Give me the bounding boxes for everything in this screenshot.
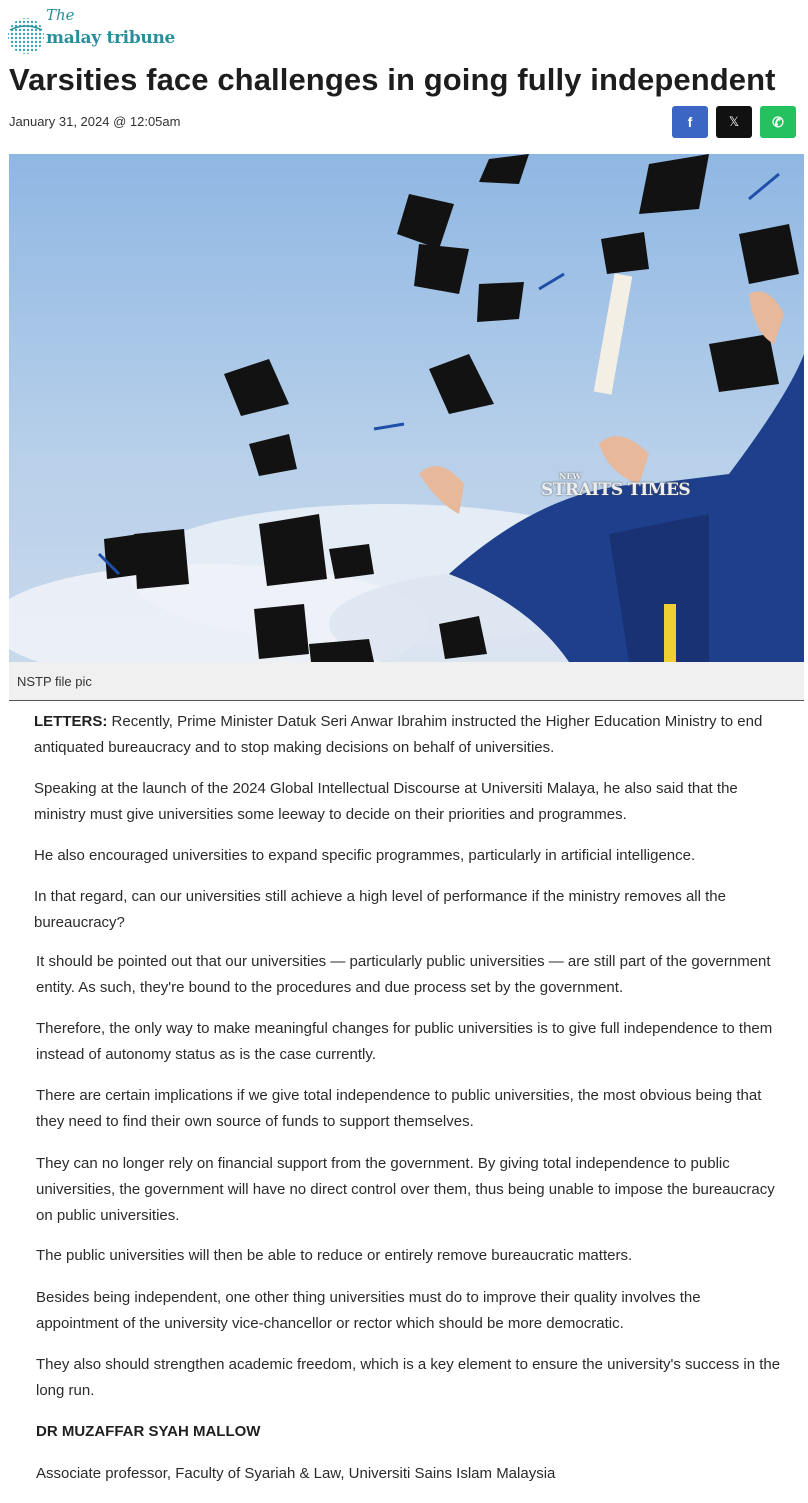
image-caption-bar (9, 662, 804, 701)
facebook-icon: f (687, 114, 693, 130)
article-paragraph (34, 709, 782, 761)
author-title: Associate professor, Faculty of Syariah & Law, Universiti Sains Islam Malaysia (36, 1465, 556, 1482)
article-title: Varsities face challenges in going fully independent (9, 62, 776, 97)
site-header (0, 0, 808, 60)
facebook-share-button[interactable] (672, 106, 708, 138)
watermark (541, 472, 690, 500)
article-paragraph: Besides being independent, one other thing universities must do to improve their quality involves the appointment of the university vice-chancellor or rector which should be more democratic. (36, 1289, 701, 1332)
image-caption: NSTP file pic (17, 674, 92, 689)
logo-name[interactable]: malay tribune (46, 28, 176, 48)
globe-logo-icon[interactable] (6, 8, 46, 58)
article-paragraph: The public universities will then be able to reduce or entirely remove bureaucratic matters. (36, 1247, 633, 1264)
article-paragraph: They also should strengthen academic freedom, which is a key element to ensure the university's success in the long run. (36, 1356, 781, 1399)
x-share-button[interactable] (716, 106, 752, 138)
whatsapp-share-button[interactable] (760, 106, 796, 138)
watermark-small: NEW (559, 471, 582, 481)
article-paragraph: They can no longer rely on financial support from the government. By giving total independence to public universities, the government will have no direct control over them, thus being unable to impose the bureaucracy on public universities. (36, 1155, 775, 1224)
whatsapp-icon: ✆ (772, 113, 784, 130)
article-paragraph: Therefore, the only way to make meaningful changes for public universities is to give full independence to them instead of autonomy status as is the case currently. (36, 1020, 773, 1063)
letters-label: LETTERS: (34, 713, 108, 730)
article-paragraph: In that regard, can our universities still achieve a high level of performance if the ministry removes all the bureaucracy? (34, 888, 726, 931)
logo-the[interactable]: The (46, 6, 75, 24)
article-paragraph: There are certain implications if we give total independence to public universities, the most obvious being that they need to find their own source of funds to support themselves. (36, 1087, 762, 1130)
paragraph-text: Recently, Prime Minister Datuk Seri Anwar Ibrahim instructed the Higher Education Ministry to end antiquated bureaucracy and to stop making decisions on behalf of universities. (34, 713, 763, 756)
author-name: DR MUZAFFAR SYAH MALLOW (36, 1423, 261, 1440)
article-image (9, 154, 804, 662)
watermark-main: STRAITS TIMES (541, 480, 691, 500)
article-paragraph: Speaking at the launch of the 2024 Global Intellectual Discourse at Universiti Malaya, he also said that the ministry must give universities some leeway to decide on their priorities and programmes. (34, 780, 738, 823)
article-paragraph: He also encouraged universities to expand specific programmes, particularly in artificial intelligence. (34, 847, 696, 864)
article-paragraph: It should be pointed out that our universities — particularly public universities — are still part of the government entity. As such, they're bound to the procedures and due process set by the government. (36, 953, 771, 996)
x-icon: 𝕏 (728, 114, 740, 129)
graduation-caps-illustration (9, 154, 804, 662)
article-date: January 31, 2024 @ 12:05am (9, 114, 181, 129)
